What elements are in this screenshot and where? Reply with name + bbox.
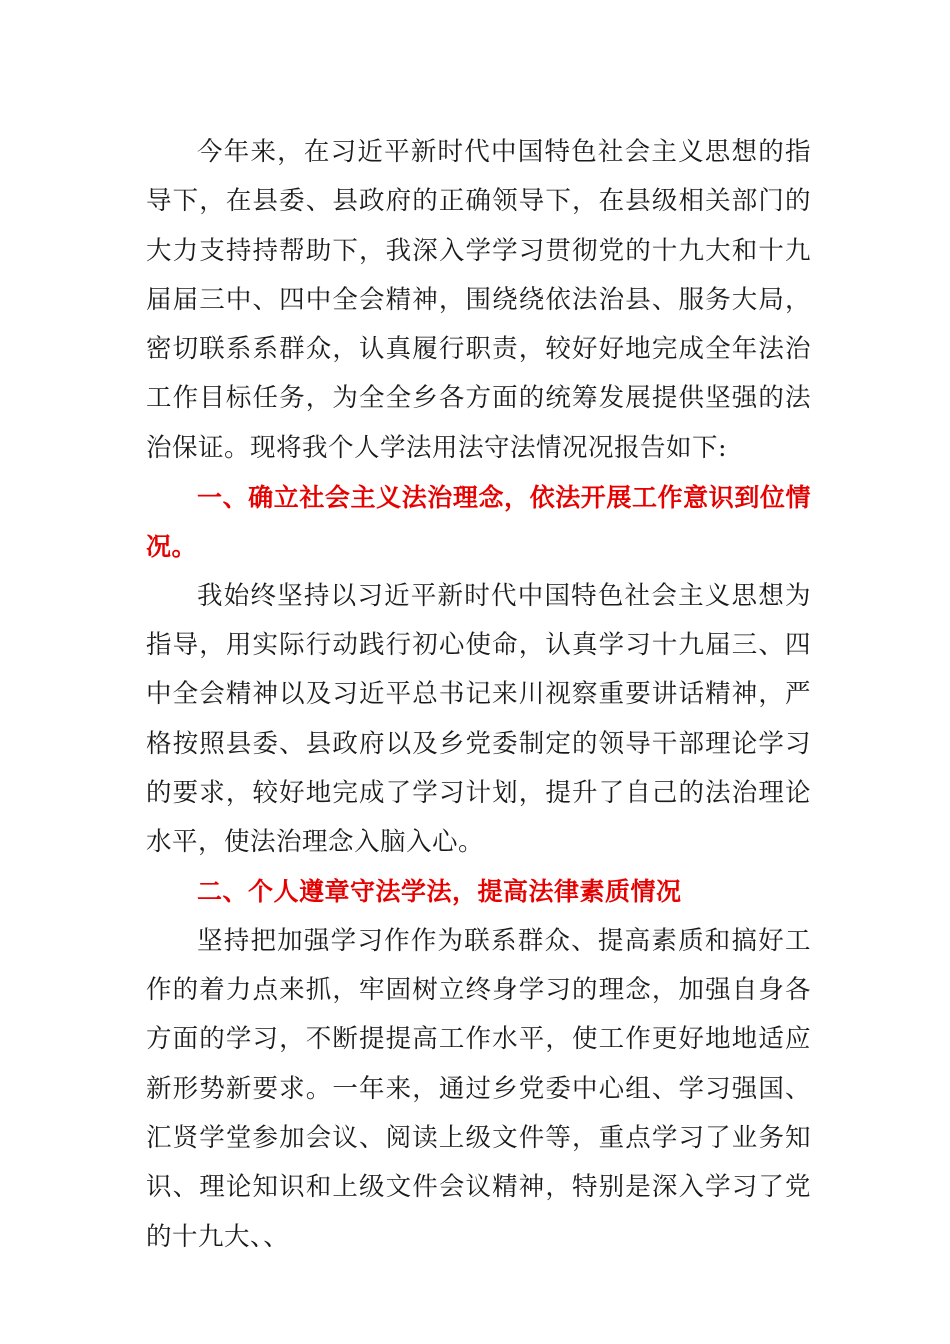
section-heading-1: 一、确立社会主义法治理念，依法开展工作意识到位情况。: [146, 483, 811, 562]
paragraph-intro: 今年来，在习近平新时代中国特色社会主义思想的指导下，在县委、县政府的正确领导下，在县级相关部门的大力支持持帮助下，我深入学学习贯彻党的十九大和十九届届三中、四中全会精神，围绕绕依法治县、服务大局，密切联系系群众，认真履行职责，较好好地完成全年法治工作目标任务，为全全乡各方面的统筹发展提供坚强的法治保证。现将我个人学法用法守法情况况报告如下:: [146, 137, 811, 463]
document-body: [146, 128, 811, 1262]
paragraph-section-1: 我始终坚持以习近平新时代中国特色社会主义思想为指导，用实际行动践行初心使命，认真学习十九届三、四中全会精神以及习近平总书记来川视察重要讲话精神，严格按照县委、县政府以及乡党委制定的领导干部理论学习的要求，较好地完成了学习计划，提升了自己的法治理论水平，使法治理念入脑入心。: [146, 580, 811, 858]
paragraph-section-2: 坚持把加强学习作作为联系群众、提高素质和搞好工作的着力点来抓，牢固树立终身学习的理念，加强自身各方面的学习，不断提提高工作水平，使工作更好地地适应新形势新要求。一年来，通过乡党委中心组、学习强国、汇贤学堂参加会议、阅读上级文件等，重点学习了业务知识、理论知识和上级文件会议精神，特别是深入学习了党的十九大、、: [146, 925, 811, 1252]
section-heading-2: 二、个人遵章守法学法，提高法律素质情况: [197, 877, 682, 907]
